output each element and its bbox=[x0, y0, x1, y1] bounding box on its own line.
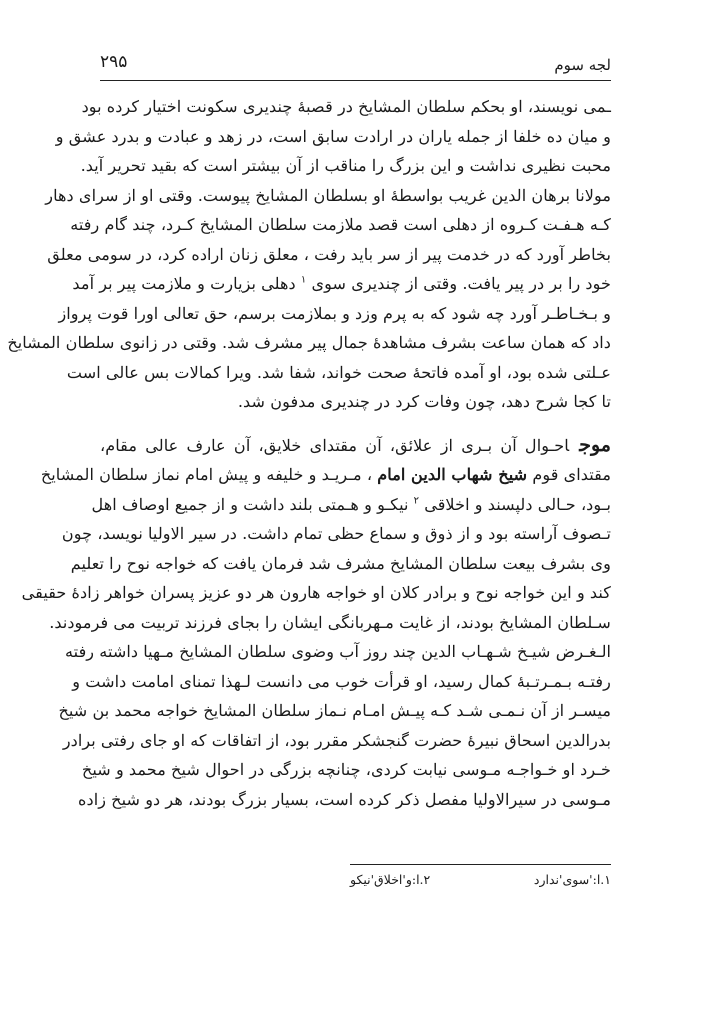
text-line: و میان ده خلفا از جمله یاران در ارادت سابق است، در زهد و عبادت و بدرد عشق و bbox=[55, 126, 611, 146]
footnote-2: ۲.ا:و'اخلاق'نیکو bbox=[350, 872, 431, 887]
text-line bbox=[40, 460, 611, 490]
text-line: و بـخـاطـر آورد چه شود که به پرم وزد و بملازمت برسم، حق تعالی اورا قوت پرواز bbox=[58, 303, 611, 323]
page-number: ۲۹۵ bbox=[100, 52, 128, 72]
text-segment: دهلی بزیارت و ملازمت پیر بر آمد bbox=[72, 274, 296, 293]
text-line: تا کجا شرح دهد، چون وفات کرد در چندیری مدفون شد. bbox=[237, 392, 611, 411]
chapter-title: لجه سوم bbox=[554, 56, 611, 74]
text-line: ـمی نویسند، او بحکم سلطان المشایخ در قصبهٔ چندیری سکونت اختیار کرده بود bbox=[81, 97, 611, 116]
text-segment: احـوال آن بـری از علائق، آن مقتدای خلایق، آن عارف عالی مقام، bbox=[100, 435, 570, 455]
text-segment: خود را بر در پیر یافت. وقتی از چندیری سوی bbox=[311, 274, 611, 293]
text-line: میسـر از آن نـمـی شـد کـه پیـش امـام نـماز سلطان المشایخ خواجه محمد بن شیخ bbox=[58, 701, 611, 720]
footnote-marker: ۲ bbox=[413, 495, 420, 507]
text-segment: نیکـو و هـمتی بلند داشت و از جمیع اوصاف اهل bbox=[91, 494, 409, 514]
footnote-marker: ۱ bbox=[300, 274, 307, 286]
section-lead-word: موج bbox=[579, 433, 611, 456]
text-line: رفتـه بـمـرتـبهٔ کمال رسید، او قرأت خوب می دانست لـهذا تمنای امامت داشت و bbox=[72, 671, 611, 691]
text-segment: ، مـریـد و خلیفه و پیش امام نماز سلطان المشایخ bbox=[40, 465, 373, 484]
page-header bbox=[100, 52, 611, 78]
text-line: مـوسی در سیرالاولیا مفصل ذکر کرده است، بسیار بزرگ بودند، هر دو شیخ زاده bbox=[78, 789, 611, 809]
text-segment: مقتدای قوم bbox=[532, 465, 611, 484]
text-line: تـصوف آراسته بود و از ذوق و سماع حظی تمام داشت. در سیر الاولیا نویسد، چون bbox=[61, 524, 611, 543]
text-line: کـه هـفـت کـروه از دهلی است قصد ملازمت سلطان المشایخ کـرد، چند گام رفته bbox=[70, 215, 611, 234]
text-line bbox=[72, 269, 611, 299]
text-line: الـغـرض شیـخ شـهـاب الدین چند روز آب وضوی سلطان المشایخ مـهیا داشته رفته bbox=[65, 642, 611, 661]
text-line bbox=[91, 490, 611, 520]
text-segment: بـود، حـالی دلپسند و اخلاقی bbox=[424, 494, 611, 514]
person-name-bold: شیخ شهاب الدین امام bbox=[377, 465, 528, 484]
text-line: وی بشرف بیعت سلطان المشایخ مشرف شد فرمان یافت که خواجه نوح را تعلیم bbox=[70, 553, 611, 573]
text-line bbox=[100, 431, 611, 461]
text-line: بخاطر آورد که در خدمت پیر از سر باید رفت ، معلق زنان اراده کرد، در سومی معلق bbox=[47, 244, 611, 264]
text-line: محبت نظیری نداشت و این بزرگ را مناقب از آن بیشتر است که بقید تحریر آید. bbox=[80, 156, 611, 175]
text-line: خـرد او خـواجـه مـوسی نیابت کردی، چنانچه بزرگی در احوال شیخ محمد و شیخ bbox=[81, 760, 611, 779]
text-line: بدرالدین اسحاق نبیرهٔ حضرت گنجشکر مقرر بود، از اتفاقات که او جای رفتی برادر bbox=[62, 730, 611, 750]
text-line: مولانا برهان الدین غریب بواسطهٔ او بسلطان المشایخ پیوست. وقتی او از سرای دهار bbox=[45, 185, 611, 205]
body-text bbox=[7, 92, 611, 814]
text-line: سـلطان المشایخ بودند، از غایت مـهربانگی ایشان را بجای فرزند تربیت می فرمودند. bbox=[49, 612, 611, 632]
paragraph-gap bbox=[100, 417, 611, 431]
text-line: داد که همان ساعت بشرف مشاهدهٔ جمال پیر مشرف شد. وقتی در زانوی سلطان المشایخ bbox=[7, 333, 611, 352]
header-rule bbox=[100, 80, 611, 81]
text-line: کند و این خواجه نوح و برادر کلان او خواجه هارون هر دو عزیز پسران خواهر زادهٔ حقیقی bbox=[21, 583, 611, 602]
footnotes bbox=[350, 872, 611, 887]
footnote-1: ۱.ا:'سوی'ندارد bbox=[533, 872, 611, 887]
footnote-rule bbox=[350, 864, 611, 865]
text-line: عـلتی شده بود، او آمده فاتحهٔ صحت خواند، شفا شد. ویرا کمالات بس عالی است bbox=[66, 362, 611, 382]
